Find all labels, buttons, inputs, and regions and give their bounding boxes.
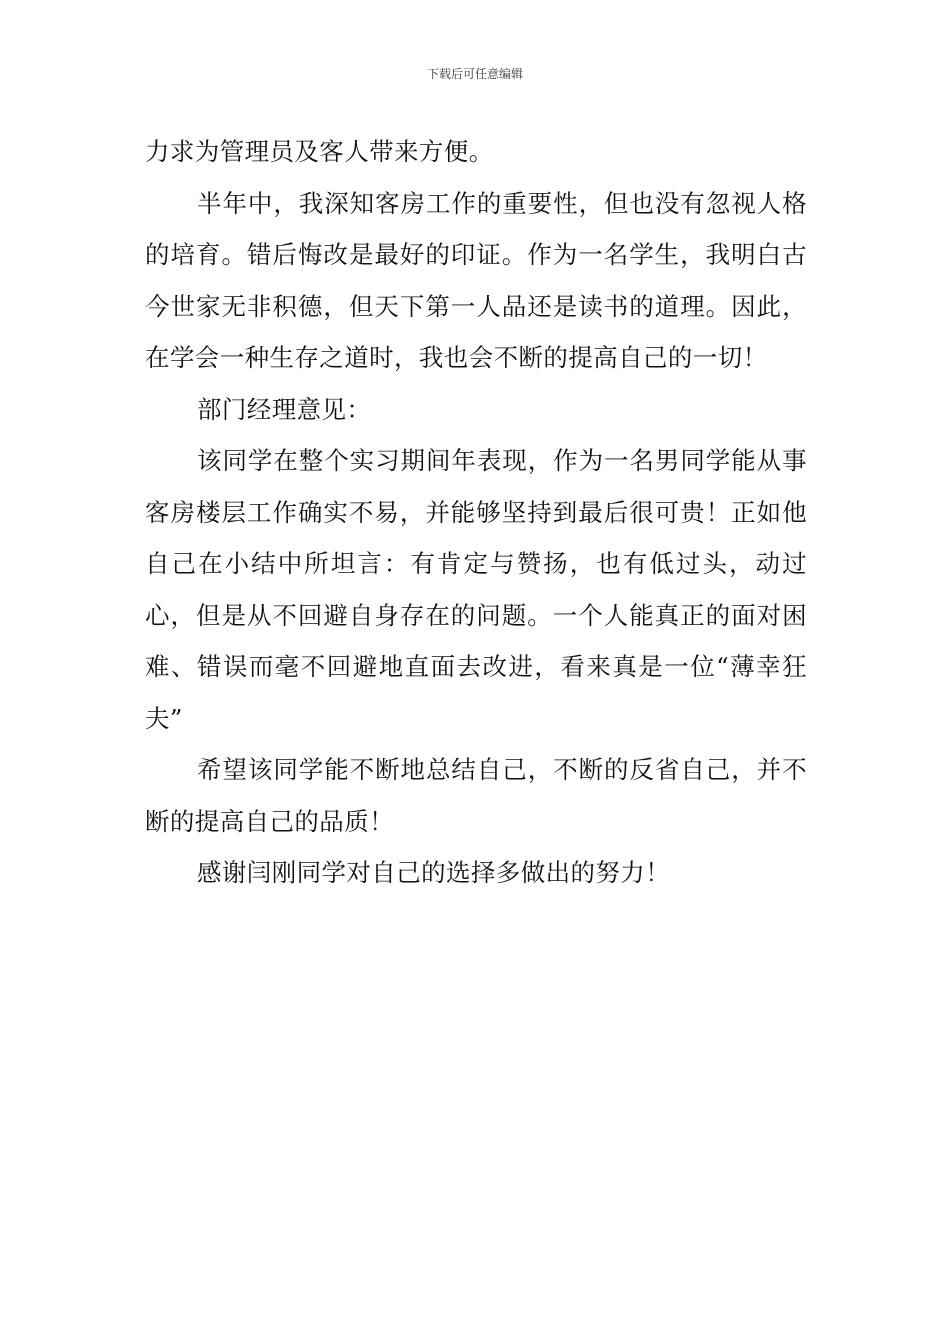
paragraph-thanks: 感谢闫刚同学对自己的选择多做出的努力！ (197, 858, 671, 887)
paragraph-half-year: 半年中，我深知客房工作的重要性，但也没有忽视人格的培育。错后悔改是最好的印证。作为一名学生，我明白古今世家无非积德，但天下第一人品还是读书的道理。因此，在学会一种生存之道时，我也会不断的提高自己的一切！ (145, 188, 807, 372)
document-body (145, 126, 807, 899)
paragraph-manager-opinion-heading: 部门经理意见： (197, 394, 372, 424)
paragraph-hope: 希望该同学能不断地总结自己，不断的反省自己，并不断的提高自己的品质！ (145, 755, 807, 836)
paragraph-continuation: 力求为管理员及客人带来方便。 (145, 137, 494, 166)
page-header: 下载后可任意编辑 (426, 67, 523, 81)
paragraph-manager-evaluation: 该同学在整个实习期间年表现，作为一名男同学能从事客房楼层工作确实不易，并能够坚持到最后很可贵！正如他自己在小结中所坦言：有肯定与赞扬，也有低过头，动过心，但是从不回避自身存在的问题。一个人能真正的面对困难、错误而毫不回避地直面去改进，看来真是一位“薄幸狂夫” (145, 446, 807, 733)
